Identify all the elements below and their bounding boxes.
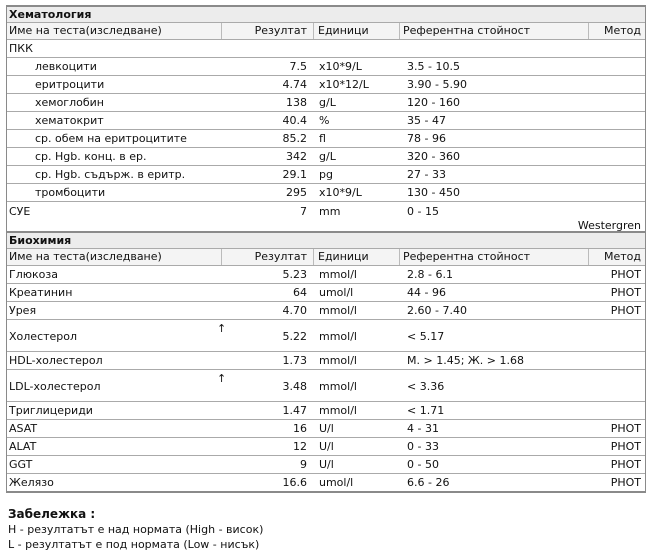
high-flag-arrow-icon: ↑ (217, 322, 227, 335)
header-units: Единици (313, 249, 369, 265)
biochemistry-table (6, 231, 646, 493)
result-value: 85.2 (282, 132, 307, 145)
test-name: GGT (9, 458, 33, 471)
result-value: 1.47 (282, 404, 307, 417)
table-row (7, 370, 645, 402)
test-name: ср. Hgb. конц. в ер. (35, 150, 147, 163)
test-name: ПКК (9, 42, 33, 55)
note-high: H - резултатът е над нормата (High - висок) (8, 523, 264, 536)
test-name: Глюкоза (9, 268, 58, 281)
table-row (7, 320, 645, 352)
units: mmol/l (319, 330, 357, 343)
units: umol/l (319, 476, 354, 489)
table-row (7, 284, 645, 302)
table-body (7, 40, 645, 233)
header-name: Име на теста(изследване) (9, 249, 222, 265)
units: pg (319, 168, 333, 181)
table-row (7, 148, 645, 166)
reference-range: 2.8 - 6.1 (407, 268, 453, 281)
units: g/L (319, 150, 336, 163)
result-value: 3.48 (282, 380, 307, 393)
reference-range: 0 - 33 (407, 440, 439, 453)
reference-range: < 1.71 (407, 404, 445, 417)
test-name: Креатинин (9, 286, 73, 299)
method: PHOT (610, 304, 641, 317)
reference-range: 4 - 31 (407, 422, 439, 435)
method: PHOT (610, 458, 641, 471)
table-row (7, 94, 645, 112)
reference-range: 78 - 96 (407, 132, 446, 145)
reference-range: 0 - 15 (407, 205, 439, 218)
test-name: левкоцити (35, 60, 97, 73)
method: PHOT (610, 422, 641, 435)
units: mmol/l (319, 304, 357, 317)
table-row (7, 58, 645, 76)
reference-range: 3.90 - 5.90 (407, 78, 467, 91)
hematology-table (6, 5, 646, 235)
table-row (7, 202, 645, 233)
table-row (7, 474, 645, 491)
units: x10*9/L (319, 60, 362, 73)
reference-range: < 3.36 (407, 380, 445, 393)
result-value: 9 (300, 458, 307, 471)
units: U/l (319, 458, 334, 471)
units: x10*12/L (319, 78, 369, 91)
header-result: Резултат (254, 24, 307, 37)
table-row (7, 456, 645, 474)
test-name: ср. Hgb. съдърж. в еритр. (35, 168, 186, 181)
header-units: Единици (313, 23, 369, 39)
reference-range: М. > 1.45; Ж. > 1.68 (407, 354, 524, 367)
table-row (7, 438, 645, 456)
units: g/L (319, 96, 336, 109)
test-name: ср. обем на еритроцитите (35, 132, 187, 145)
test-name: ALAT (9, 440, 37, 453)
test-name: хематокрит (35, 114, 104, 127)
result-value: 1.73 (282, 354, 307, 367)
header-name: Име на теста(изследване) (9, 23, 222, 39)
units: mmol/l (319, 268, 357, 281)
units: mmol/l (319, 404, 357, 417)
method: PHOT (610, 476, 641, 489)
header-reference: Референтна стойност (399, 23, 589, 39)
test-name: HDL-холестерол (9, 354, 103, 367)
result-value: 4.70 (282, 304, 307, 317)
test-name: еритроцити (35, 78, 105, 91)
reference-range: 0 - 50 (407, 458, 439, 471)
header-result: Резултат (254, 250, 307, 263)
table-body (7, 266, 645, 491)
notes-title: Забележка : (8, 507, 96, 521)
units: x10*9/L (319, 186, 362, 199)
result-value: 40.4 (282, 114, 307, 127)
units: % (319, 114, 330, 127)
units: mmol/l (319, 354, 357, 367)
test-name: тромбоцити (35, 186, 106, 199)
result-value: 29.1 (282, 168, 307, 181)
header-method: Метод (603, 24, 641, 37)
table-row (7, 76, 645, 94)
method: PHOT (610, 286, 641, 299)
result-value: 16.6 (282, 476, 307, 489)
method: PHOT (610, 268, 641, 281)
note-low: L - резултатът е под нормата (Low - нисък) (8, 538, 260, 551)
test-name: LDL-холестерол (9, 380, 101, 393)
units: U/l (319, 440, 334, 453)
test-name: Урея (9, 304, 37, 317)
test-name: Холестерол (9, 330, 78, 343)
units: fl (319, 132, 326, 145)
result-value: 5.23 (282, 268, 307, 281)
units: U/l (319, 422, 334, 435)
units: mmol/l (319, 380, 357, 393)
reference-range: 120 - 160 (407, 96, 460, 109)
reference-range: 3.5 - 10.5 (407, 60, 460, 73)
section-title: Биохимия (7, 233, 645, 249)
method: PHOT (610, 440, 641, 453)
test-name: Триглицериди (9, 404, 93, 417)
test-name: хемоглобин (35, 96, 104, 109)
reference-range: < 5.17 (407, 330, 445, 343)
test-name: СУЕ (9, 205, 31, 218)
result-value: 342 (286, 150, 307, 163)
result-value: 4.74 (282, 78, 307, 91)
table-row (7, 420, 645, 438)
result-value: 5.22 (282, 330, 307, 343)
table-row (7, 302, 645, 320)
table-row (7, 402, 645, 420)
result-value: 7.5 (289, 60, 307, 73)
table-row (7, 184, 645, 202)
header-reference: Референтна стойност (399, 249, 589, 265)
high-flag-arrow-icon: ↑ (217, 372, 227, 385)
reference-range: 320 - 360 (407, 150, 460, 163)
table-row (7, 166, 645, 184)
table-header (7, 23, 645, 40)
reference-range: 27 - 33 (407, 168, 446, 181)
units: umol/l (319, 286, 354, 299)
reference-range: 130 - 450 (407, 186, 460, 199)
table-row (7, 352, 645, 370)
result-value: 12 (293, 440, 307, 453)
units: mm (319, 205, 341, 218)
method: Westergren (577, 219, 641, 232)
reference-range: 44 - 96 (407, 286, 446, 299)
result-value: 16 (293, 422, 307, 435)
table-row (7, 266, 645, 284)
test-name: ASAT (9, 422, 38, 435)
result-value: 138 (286, 96, 307, 109)
reference-range: 6.6 - 26 (407, 476, 450, 489)
result-value: 64 (293, 286, 307, 299)
test-name: Желязо (9, 476, 54, 489)
reference-range: 2.60 - 7.40 (407, 304, 467, 317)
table-row (7, 112, 645, 130)
table-header (7, 249, 645, 266)
header-method: Метод (603, 250, 641, 263)
result-value: 7 (300, 205, 307, 218)
section-title: Хематология (7, 7, 645, 23)
result-value: 295 (286, 186, 307, 199)
reference-range: 35 - 47 (407, 114, 446, 127)
table-row (7, 130, 645, 148)
table-row (7, 40, 645, 58)
